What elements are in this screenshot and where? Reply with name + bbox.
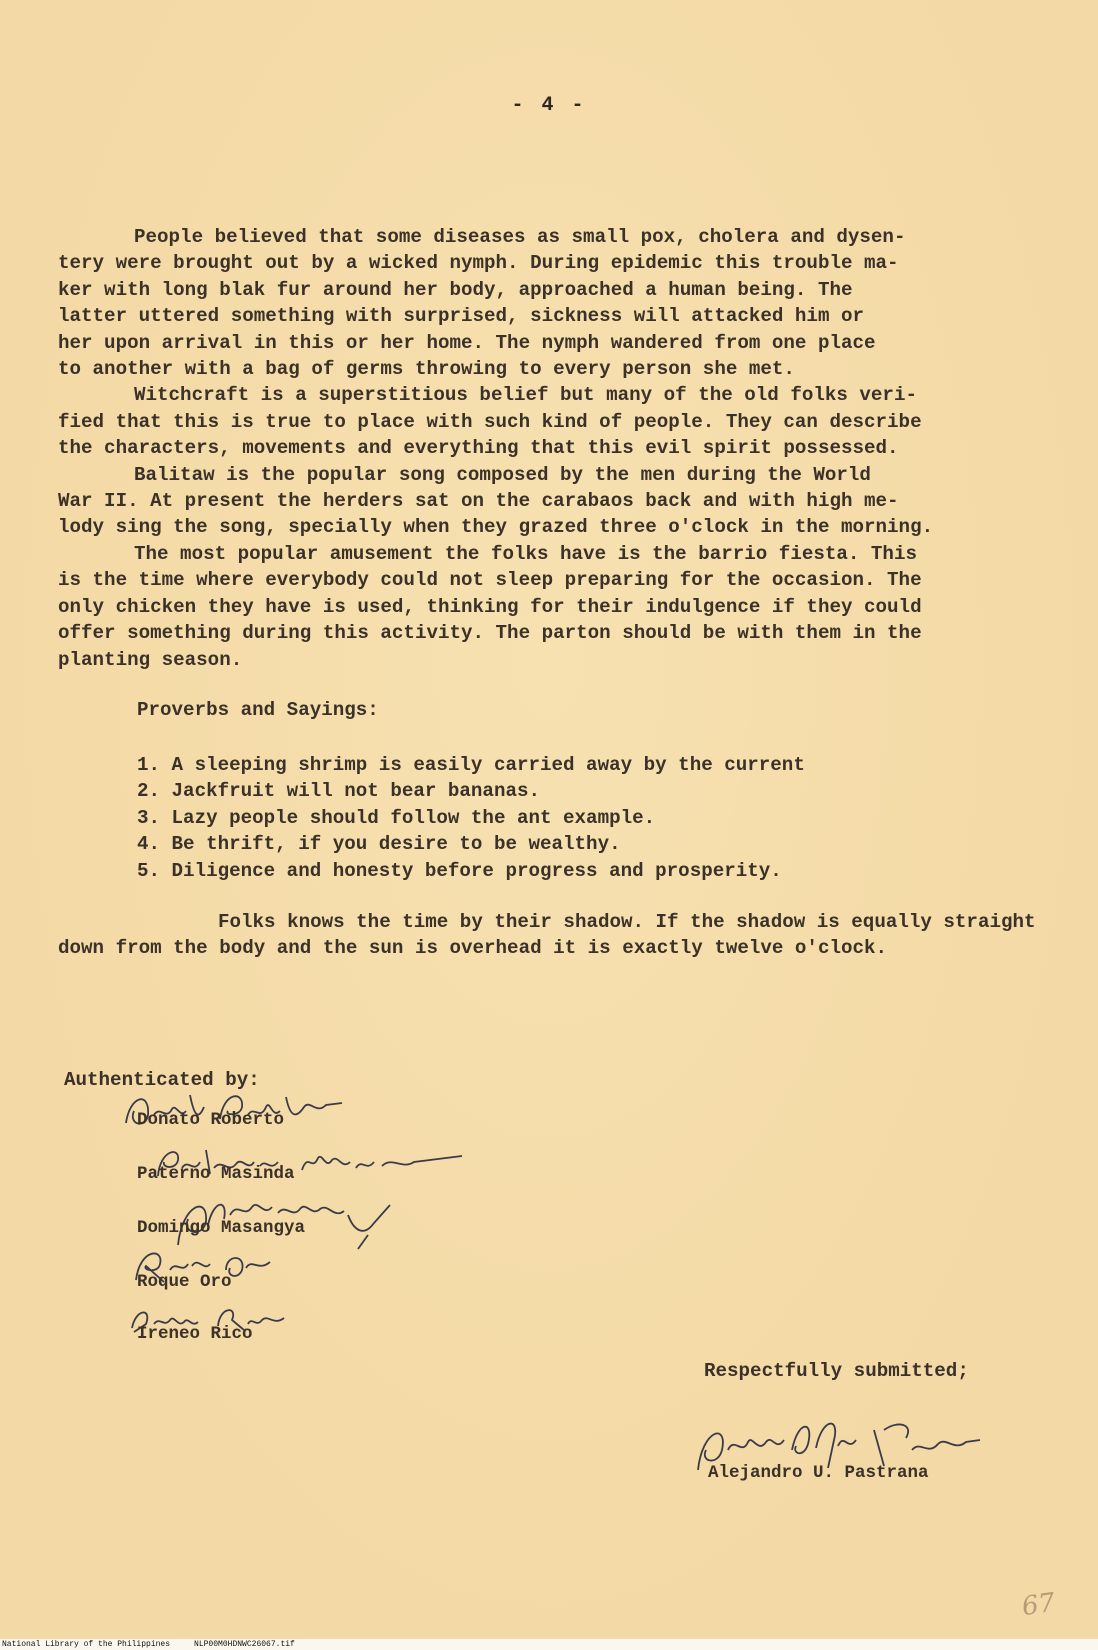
closing-line-text: Folks knows the time by their shadow. If the shadow is equally straight (218, 911, 1036, 933)
paragraph-line: only chicken they have is used, thinking for their indulgence if they could (58, 595, 922, 618)
paragraph-line: War II. At present the herders sat on the carabaos back and with high me- (58, 490, 899, 513)
footer-caption: National Library of the Philippines NLP00M0HDNWC26067.tif (2, 1640, 295, 1649)
paragraph-line: ker with long blak fur around her body, approached a human being. The (58, 278, 853, 301)
paragraph-line: to another with a bag of germs throwing to every person she met. (58, 358, 795, 381)
paragraph-nymph (58, 224, 1048, 382)
proverb-item: 2. Jackfruit will not bear bananas. (137, 780, 541, 803)
paragraph-line: is the time where everybody could not sleep preparing for the occasion. The (58, 569, 922, 592)
paragraph-witchcraft (58, 382, 1048, 461)
page-number: - 4 - (511, 94, 587, 117)
signer-name: Paterno Masinda (137, 1164, 295, 1184)
proverbs-heading: Proverbs and Sayings: (137, 699, 379, 721)
proverb-item: 5. Diligence and honesty before progress and prosperity. (137, 859, 782, 882)
closing-line (58, 909, 1036, 935)
paragraph-line: Balitaw is the popular song composed by the men during the World (134, 463, 871, 486)
paragraph-line: latter uttered something with surprised, sickness will attacked him or (58, 305, 865, 328)
proverb-item: 3. Lazy people should follow the ant example. (137, 806, 656, 829)
signer-name: Donato Roberto (137, 1110, 285, 1130)
authenticated-label: Authenticated by: (64, 1069, 260, 1091)
paragraph-line: fied that this is true to place with such kind of people. They can describe (58, 410, 922, 433)
submitter-name: Alejandro U. Pastrana (708, 1463, 929, 1483)
paragraph-line: People believed that some diseases as small pox, cholera and dysen- (134, 226, 906, 248)
paragraph-line: Witchcraft is a superstitious belief but many of the old folks veri- (134, 384, 917, 407)
paragraph-balitaw (58, 462, 1048, 541)
proverbs-list (137, 752, 805, 884)
closing-paragraph (58, 909, 1068, 962)
signer-name: Ireneo Rico (137, 1324, 253, 1344)
paragraph-line: offer something during this activity. The parton should be with them in the (58, 622, 922, 645)
closing-line: down from the body and the sun is overhead it is exactly twelve o'clock. (58, 937, 888, 960)
signer-name: Roque Oro (137, 1272, 232, 1292)
paragraph-line: planting season. (58, 648, 243, 671)
paragraph-fiesta (58, 541, 1048, 673)
proverb-item: 1. A sleeping shrimp is easily carried away by the current (137, 754, 805, 776)
proverb-item: 4. Be thrift, if you desire to be wealthy. (137, 833, 621, 856)
respectfully-submitted-label: Respectfully submitted; (704, 1360, 969, 1382)
paragraph-line: her upon arrival in this or her home. The nymph wandered from one place (58, 331, 876, 354)
paragraph-line: The most popular amusement the folks have is the barrio fiesta. This (134, 542, 917, 565)
paragraph-line: lody sing the song, specially when they grazed three o'clock in the morning. (58, 516, 934, 539)
body-text (58, 224, 1048, 673)
signer-name: Domingo Masangya (137, 1218, 306, 1238)
handwritten-page-note: 67 (1020, 1587, 1058, 1623)
paragraph-line: the characters, movements and everything that this evil spirit possessed. (58, 437, 899, 460)
paragraph-line: tery were brought out by a wicked nymph. During epidemic this trouble ma- (58, 252, 899, 275)
